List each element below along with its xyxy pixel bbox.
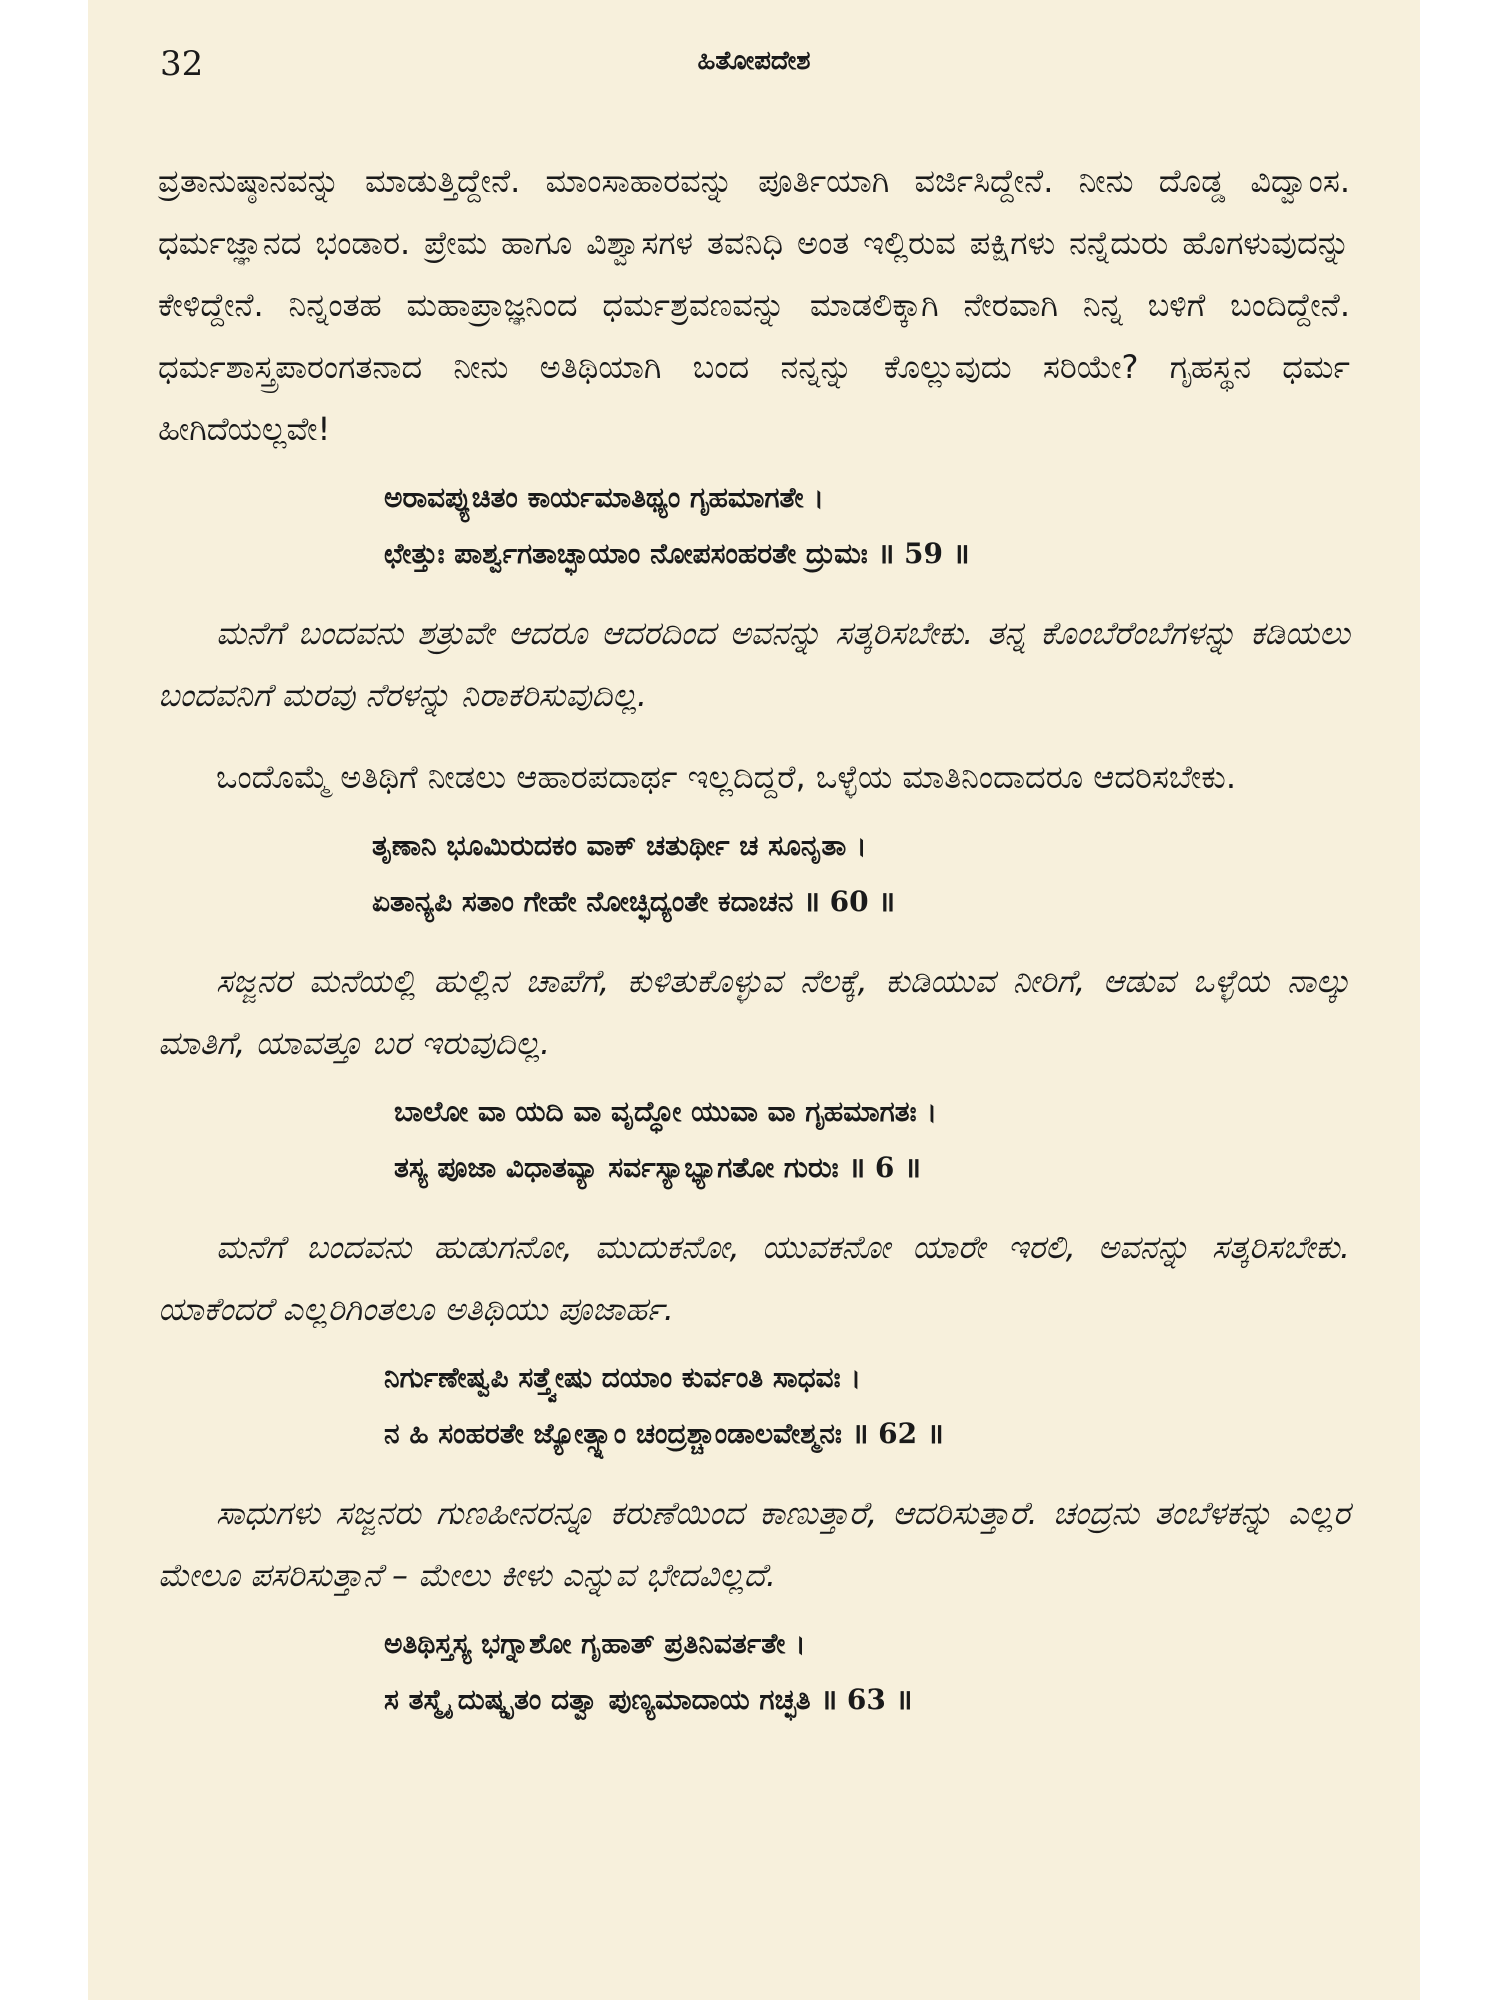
verse-63-line-2 bbox=[384, 1672, 1350, 1728]
verse-62-line-2-text: ನ ಹಿ ಸಂಹರತೇ ಜ್ಯೋತ್ಸ್ನಾಂ ಚಂದ್ರಶ್ಚಾಂಡಾಲವೇಶ್ಮನಃ bbox=[384, 1417, 842, 1450]
verse-61-line-2-text: ತಸ್ಯ ಪೂಜಾ ವಿಧಾತವ್ಯಾ ಸರ್ವಸ್ಯಾಭ್ಯಾಗತೋ ಗುರುಃ bbox=[394, 1151, 839, 1184]
verse-59-line-2-text: ಛೇತ್ತುಃ ಪಾರ್ಶ್ವಗತಾಚ್ಛಾಯಾಂ ನೋಪಸಂಹರತೇ ದ್ರುಮಃ bbox=[384, 537, 868, 570]
book-page bbox=[88, 0, 1420, 2000]
running-title: ಹಿತೋಪದೇಶ bbox=[697, 46, 811, 76]
verse-60 bbox=[158, 818, 1350, 930]
paragraph-6: ಸಾಧುಗಳು ಸಜ್ಜನರು ಗುಣಹೀನರನ್ನೂ ಕರುಣೆಯಿಂದ ಕಾಣುತ್ತಾರೆ, ಆದರಿಸುತ್ತಾರೆ. ಚಂದ್ರನು ತಂಬೆಳಕನ್ನು ಎಲ್ಲರ ಮೇಲೂ ಪಸರಿಸುತ್ತಾನೆ – ಮೇಲು ಕೀಳು ಎನ್ನುವ ಭೇದವಿಲ್ಲದೆ. bbox=[158, 1494, 1350, 1594]
verse-60-line-2-text: ಏತಾನ್ಯಪಿ ಸತಾಂ ಗೇಹೇ ನೋಚ್ಛಿದ್ಯಂತೇ ಕದಾಚನ bbox=[372, 885, 794, 918]
verse-59-number: ॥ 59 ॥ bbox=[877, 537, 970, 570]
verse-61 bbox=[158, 1084, 1350, 1196]
verse-63-line-1: ಅತಿಥಿಸ್ತಸ್ಯ ಭಗ್ನಾಶೋ ಗೃಹಾತ್ ಪ್ರತಿನಿವರ್ತತೇ । bbox=[384, 1627, 806, 1660]
paragraph-5: ಮನೆಗೆ ಬಂದವನು ಹುಡುಗನೋ, ಮುದುಕನೋ, ಯುವಕನೋ ಯಾರೇ ಇರಲಿ, ಅವನನ್ನು ಸತ್ಕರಿಸಬೇಕು. ಯಾಕೆಂದರೆ ಎಲ್ಲರಿಗಿಂತಲೂ ಅತಿಥಿಯು ಪೂಜಾರ್ಹ. bbox=[158, 1228, 1350, 1328]
verse-59-line-1: ಅರಾವಪ್ಯುಚಿತಂ ಕಾರ್ಯಮಾತಿಥ್ಯಂ ಗೃಹಮಾಗತೇ । bbox=[384, 481, 824, 514]
verse-61-line-2 bbox=[394, 1140, 1350, 1196]
verse-61-number: ॥ 6 ॥ bbox=[848, 1151, 921, 1184]
paragraph-3: ಒಂದೊಮ್ಮೆ ಅತಿಥಿಗೆ ನೀಡಲು ಆಹಾರಪದಾರ್ಥ ಇಲ್ಲದಿದ್ದರೆ, ಒಳ್ಳೆಯ ಮಾತಿನಿಂದಾದರೂ ಆದರಿಸಬೇಕು. bbox=[216, 758, 1237, 796]
verse-62-line-2 bbox=[384, 1406, 1350, 1462]
paragraph-2: ಮನೆಗೆ ಬಂದವನು ಶತ್ರುವೇ ಆದರೂ ಆದರದಿಂದ ಅವನನ್ನು ಸತ್ಕರಿಸಬೇಕು. ತನ್ನ ಕೊಂಬೆರೆಂಬೆಗಳನ್ನು ಕಡಿಯಲು ಬಂದವನಿಗೆ ಮರವು ನೆರಳನ್ನು ನಿರಾಕರಿಸುವುದಿಲ್ಲ. bbox=[158, 614, 1350, 714]
verse-62 bbox=[158, 1350, 1350, 1462]
verse-60-number: ॥ 60 ॥ bbox=[803, 885, 896, 918]
verse-62-line-1: ನಿರ್ಗುಣೇಷ್ವಪಿ ಸತ್ತ್ವೇಷು ದಯಾಂ ಕುರ್ವಂತಿ ಸಾಧವಃ । bbox=[384, 1361, 862, 1394]
verse-63 bbox=[158, 1616, 1350, 1728]
paragraph-1: ವ್ರತಾನುಷ್ಠಾನವನ್ನು ಮಾಡುತ್ತಿದ್ದೇನೆ. ಮಾಂಸಾಹಾರವನ್ನು ಪೂರ್ತಿಯಾಗಿ ವರ್ಜಿಸಿದ್ದೇನೆ. ನೀನು ದೊಡ್ಡ ವಿದ್ವಾಂಸ. ಧರ್ಮಜ್ಞಾನದ ಭಂಡಾರ. ಪ್ರೇಮ ಹಾಗೂ ವಿಶ್ವಾಸಗಳ ತವನಿಧಿ ಅಂತ ಇಲ್ಲಿರುವ ಪಕ್ಷಿಗಳು ನನ್ನೆದುರು ಹೊಗಳುವುದನ್ನು ಕೇಳಿದ್ದೇನೆ. ನಿನ್ನಂತಹ ಮಹಾಪ್ರಾಜ್ಞನಿಂದ ಧರ್ಮಶ್ರವಣವನ್ನು ಮಾಡಲಿಕ್ಕಾಗಿ ನೇರವಾಗಿ ನಿನ್ನ ಬಳಿಗೆ ಬಂದಿದ್ದೇನೆ. ಧರ್ಮಶಾಸ್ತ್ರಪಾರಂಗತನಾದ ನೀನು ಅತಿಥಿಯಾಗಿ ಬಂದ ನನ್ನನ್ನು ಕೊಲ್ಲುವುದು ಸರಿಯೇ? ಗೃಹಸ್ಥನ ಧರ್ಮ ಹೀಗಿದೆಯಲ್ಲವೇ! bbox=[158, 162, 1350, 448]
verse-61-line-1: ಬಾಲೋ ವಾ ಯದಿ ವಾ ವೃದ್ಧೋ ಯುವಾ ವಾ ಗೃಹಮಾಗತಃ । bbox=[394, 1095, 937, 1128]
verse-62-number: ॥ 62 ॥ bbox=[851, 1417, 944, 1450]
verse-63-number: ॥ 63 ॥ bbox=[820, 1683, 913, 1716]
page-header bbox=[88, 44, 1420, 94]
verse-60-line-1: ತೃಣಾನಿ ಭೂಮಿರುದಕಂ ವಾಕ್ ಚತುರ್ಥೀ ಚ ಸೂನೃತಾ । bbox=[372, 829, 867, 862]
verse-63-line-2-text: ಸ ತಸ್ಮೈ ದುಷ್ಕೃತಂ ದತ್ವಾ ಪುಣ್ಯಮಾದಾಯ ಗಚ್ಛತಿ bbox=[384, 1683, 811, 1716]
paragraph-4: ಸಜ್ಜನರ ಮನೆಯಲ್ಲಿ ಹುಲ್ಲಿನ ಚಾಪೆಗೆ, ಕುಳಿತುಕೊಳ್ಳುವ ನೆಲಕ್ಕೆ, ಕುಡಿಯುವ ನೀರಿಗೆ, ಆಡುವ ಒಳ್ಳೆಯ ನಾಲ್ಕು ಮಾತಿಗೆ, ಯಾವತ್ತೂ ಬರ ಇರುವುದಿಲ್ಲ. bbox=[158, 962, 1350, 1062]
verse-60-line-2 bbox=[372, 874, 1350, 930]
verse-59-line-2 bbox=[384, 526, 1350, 582]
verse-59 bbox=[158, 470, 1350, 582]
page-content bbox=[158, 150, 1350, 1728]
page-number: 32 bbox=[160, 44, 204, 84]
